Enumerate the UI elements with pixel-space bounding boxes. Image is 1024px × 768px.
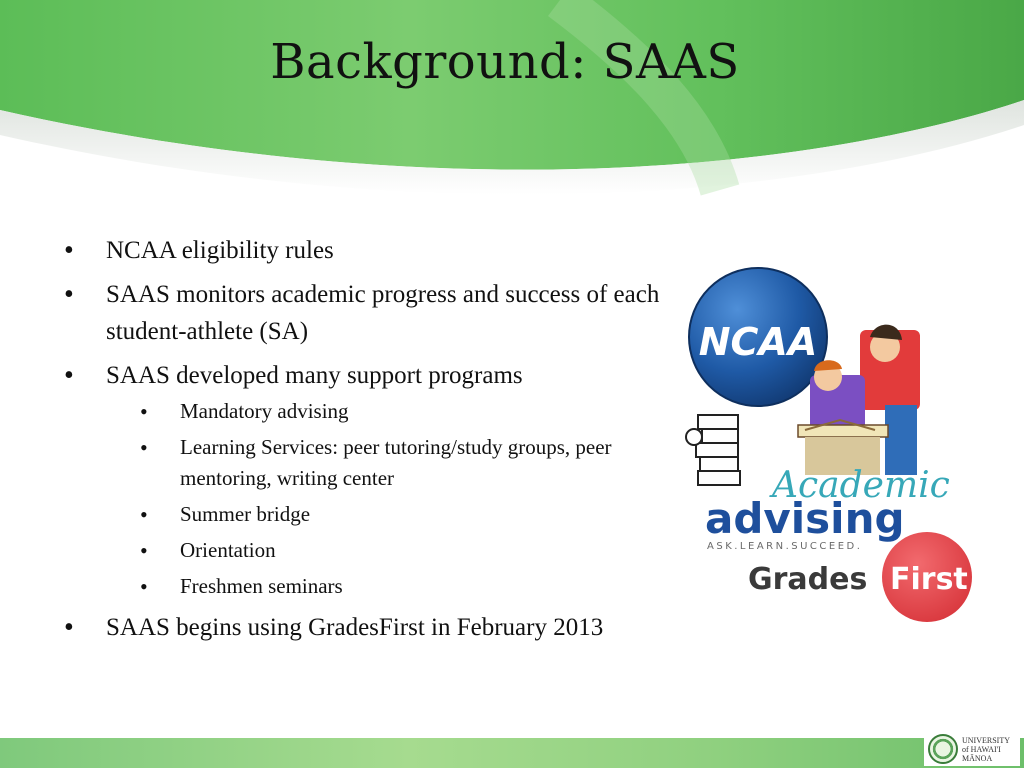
bullet-text: NCAA eligibility rules <box>106 237 334 264</box>
bullet-text: SAAS monitors academic progress and success of each student-athlete (SA) <box>106 281 660 345</box>
sub-bullet-text: Learning Services: peer tutoring/study groups, peer mentoring, writing center <box>180 435 612 490</box>
bullet-item <box>64 276 664 350</box>
header-band <box>0 0 1024 215</box>
university-logo <box>924 732 1020 766</box>
bullet-dot: • <box>140 502 148 527</box>
sub-bullet-text: Summer bridge <box>180 502 311 526</box>
sub-bullet-text: Freshmen seminars <box>180 574 343 598</box>
bullet-dot: • <box>64 279 74 310</box>
sub-bullet-list <box>106 396 664 602</box>
sub-bullet-item <box>106 396 664 427</box>
university-name <box>962 736 1010 763</box>
advising-text: advising <box>705 494 905 543</box>
bullet-list <box>64 232 664 653</box>
bullet-item <box>64 357 664 602</box>
academic-text: Academic <box>772 465 950 506</box>
sub-bullet-item <box>106 432 664 494</box>
bullet-item <box>64 609 664 646</box>
of-hawaii-line: of HAWAI'I <box>962 744 1001 754</box>
first-text: First <box>890 562 968 597</box>
sub-bullet-text: Mandatory advising <box>180 399 349 423</box>
university-seal-icon <box>928 734 958 764</box>
bullet-text: SAAS developed many support programs <box>106 362 523 389</box>
bullet-dot: • <box>140 574 148 599</box>
manoa-line: MĀNOA <box>962 753 993 763</box>
ncaa-logo-text: NCAA <box>698 320 818 364</box>
bullet-text: SAAS begins using GradesFirst in February 2013 <box>106 614 604 641</box>
bullet-dot: • <box>64 360 74 391</box>
bullet-dot: • <box>140 538 148 563</box>
sub-bullet-item <box>106 571 664 602</box>
bullet-item <box>64 232 664 269</box>
advising-tagline: ASK.LEARN.SUCCEED. <box>707 541 863 552</box>
ncaa-logo <box>689 268 827 406</box>
bullet-dot: • <box>64 235 74 266</box>
sub-bullet-item <box>106 499 664 530</box>
footer-band <box>0 735 1024 768</box>
bullet-dot: • <box>64 612 74 643</box>
sub-bullet-item <box>106 535 664 566</box>
logo-collage <box>680 265 990 635</box>
slide-title: Background: SAAS <box>270 34 740 90</box>
bullet-dot: • <box>140 435 148 460</box>
bullet-dot: • <box>140 399 148 424</box>
grades-text: Grades <box>748 562 868 597</box>
university-line: UNIVERSITY <box>962 735 1010 745</box>
sub-bullet-text: Orientation <box>180 538 276 562</box>
book-stack-figure <box>686 415 740 485</box>
